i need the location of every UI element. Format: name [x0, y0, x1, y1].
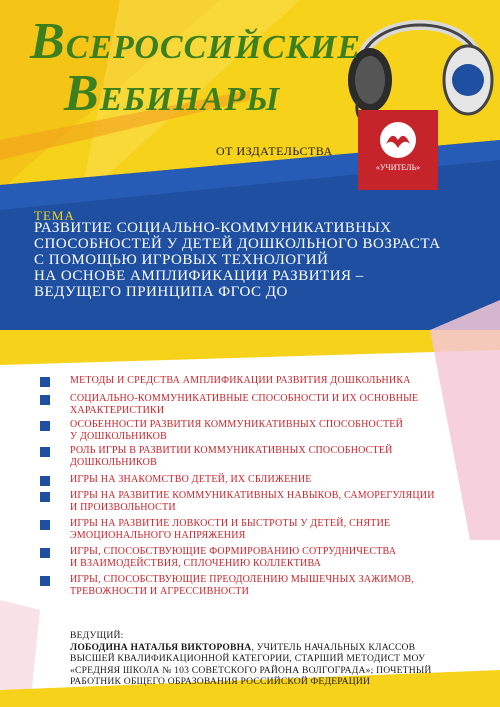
- title-initial-1: В: [30, 13, 66, 70]
- presenter-line4: РАБОТНИК ОБЩЕГО ОБРАЗОВАНИЯ РОССИЙСКОЙ ФЕДЕРАЦИИ: [70, 676, 371, 687]
- bullet-square-icon: [40, 377, 50, 387]
- publisher-logo: [358, 110, 438, 190]
- list-item-text: ИГРЫ, СПОСОБСТВУЮЩИЕ ФОРМИРОВАНИЮ СОТРУДНИЧЕСТВА И ВЗАИМОДЕЙСТВИЯ, СПЛОЧЕНИЮ КОЛЛЕКТИВА: [70, 546, 397, 569]
- topic-line: СПОСОБНОСТЕЙ У ДЕТЕЙ ДОШКОЛЬНОГО ВОЗРАСТА: [34, 236, 441, 252]
- bullet-square-icon: [40, 576, 50, 586]
- topic-text: [34, 220, 474, 300]
- list-item-text: ИГРЫ, СПОСОБСТВУЮЩИЕ ПРЕОДОЛЕНИЮ МЫШЕЧНЫХ ЗАЖИМОВ, ТРЕВОЖНОСТИ И АГРЕССИВНОСТИ: [70, 574, 414, 597]
- presenter-line3: «СРЕДНЯЯ ШКОЛА № 103 СОВЕТСКОГО РАЙОНА ВОЛГОГРАДА»; ПОЧЕТНЫЙ: [70, 664, 432, 676]
- presenter-info: [70, 630, 470, 688]
- list-item-text: МЕТОДЫ И СРЕДСТВА АМПЛИФИКАЦИИ РАЗВИТИЯ ДОШКОЛЬНИКА: [70, 375, 411, 386]
- presenter-line2: ВЫСШЕЙ КВАЛИФИКАЦИОННОЙ КАТЕГОРИИ, СТАРШИЙ МЕТОДИСТ МОУ: [70, 653, 426, 664]
- presenter-label: ВЕДУЩИЙ:: [70, 630, 124, 641]
- list-item-text: СОЦИАЛЬНО-КОММУНИКАТИВНЫЕ СПОСОБНОСТИ И ИХ ОСНОВНЫЕ ХАРАКТЕРИСТИКИ: [70, 393, 419, 416]
- title-rest-2: ЕБИНАРЫ: [99, 81, 281, 118]
- topic-line: С ПОМОЩЬЮ ИГРОВЫХ ТЕХНОЛОГИЙ: [34, 252, 329, 268]
- bullet-square-icon: [40, 447, 50, 457]
- title-initial-2: В: [64, 65, 100, 122]
- title-line-2: [64, 64, 280, 123]
- list-item-text: ИГРЫ НА ЗНАКОМСТВО ДЕТЕЙ, ИХ СБЛИЖЕНИЕ: [70, 474, 312, 485]
- title-rest-1: СЕРОССИЙСКИЕ: [65, 29, 362, 66]
- topic-line: НА ОСНОВЕ АМПЛИФИКАЦИИ РАЗВИТИЯ –: [34, 268, 364, 284]
- bullet-square-icon: [40, 421, 50, 431]
- bullet-square-icon: [40, 492, 50, 502]
- list-item-text: ИГРЫ НА РАЗВИТИЕ КОММУНИКАТИВНЫХ НАВЫКОВ, САМОРЕГУЛЯЦИИ И ПРОИЗВОЛЬНОСТИ: [70, 490, 435, 513]
- bullet-square-icon: [40, 476, 50, 486]
- bullet-square-icon: [40, 395, 50, 405]
- title-line-1: [30, 12, 361, 71]
- list-item-text: ОСОБЕННОСТИ РАЗВИТИЯ КОММУНИКАТИВНЫХ СПОСОБНОСТЕЙ У ДОШКОЛЬНИКОВ: [70, 419, 403, 442]
- topic-line: РАЗВИТИЕ СОЦИАЛЬНО-КОММУНИКАТИВНЫХ: [34, 220, 392, 236]
- list-item-text: РОЛЬ ИГРЫ В РАЗВИТИИ КОММУНИКАТИВНЫХ СПОСОБНОСТЕЙ ДОШКОЛЬНИКОВ: [70, 445, 393, 468]
- list-item-text: ИГРЫ НА РАЗВИТИЕ ЛОВКОСТИ И БЫСТРОТЫ У ДЕТЕЙ, СНЯТИЕ ЭМОЦИОНАЛЬНОГО НАПРЯЖЕНИЯ: [70, 518, 391, 541]
- bullet-square-icon: [40, 520, 50, 530]
- presenter-name: ЛОБОДИНА НАТАЛЬЯ ВИКТОРОВНА: [70, 641, 252, 653]
- topic-line: ВЕДУЩЕГО ПРИНЦИПА ФГОС ДО: [34, 284, 288, 300]
- from-publisher-text: ОТ ИЗДАТЕЛЬСТВА: [216, 144, 333, 158]
- bullet-square-icon: [40, 548, 50, 558]
- publisher-name: «УЧИТЕЛЬ»: [375, 163, 421, 172]
- topic-label: ТЕМА: [34, 208, 75, 223]
- presenter-line1: , УЧИТЕЛЬ НАЧАЛЬНЫХ КЛАССОВ: [251, 641, 416, 653]
